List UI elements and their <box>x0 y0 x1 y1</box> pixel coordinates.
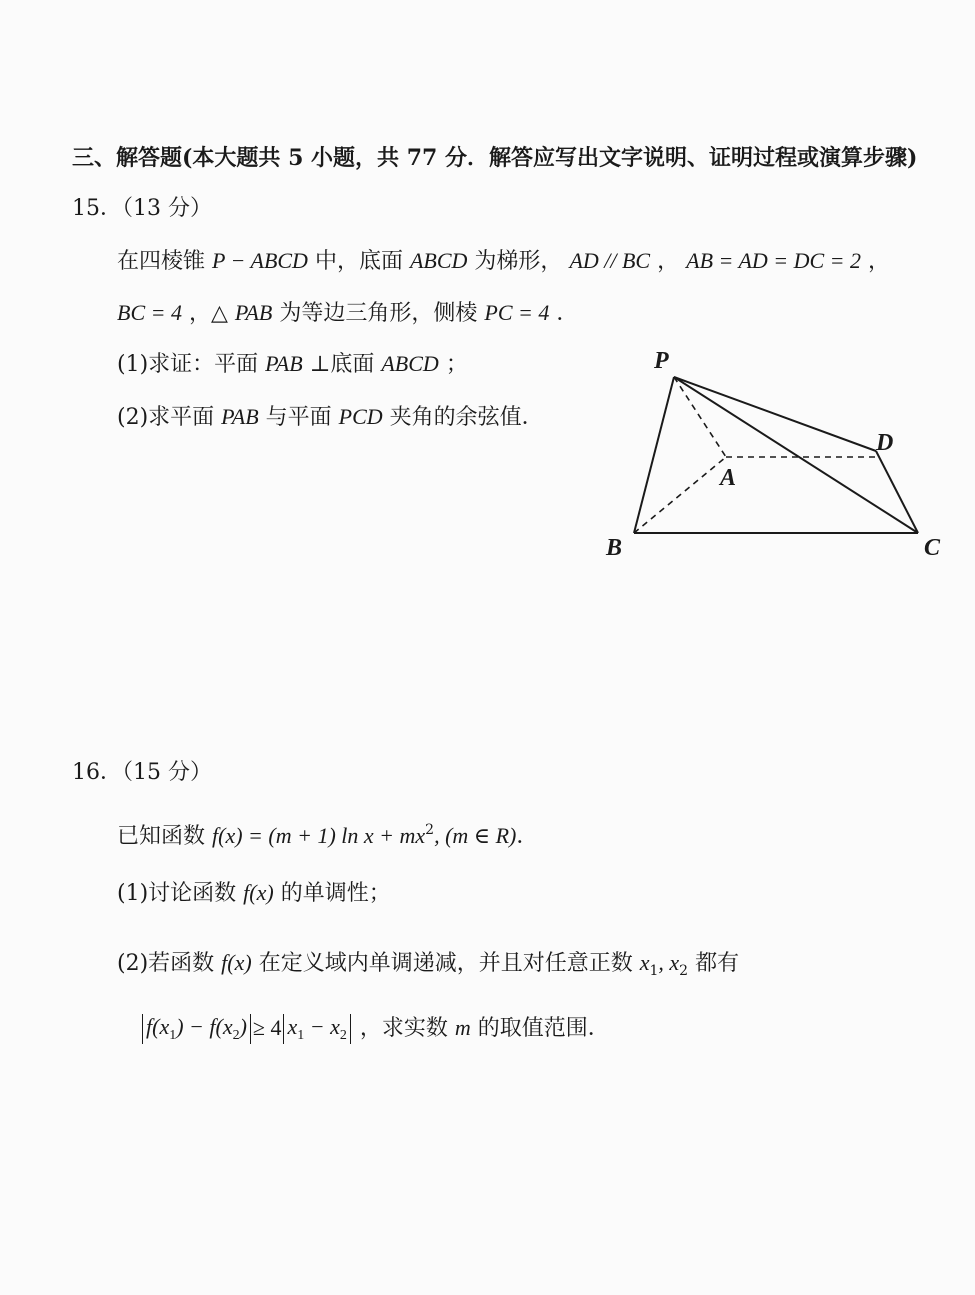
ineq-subscript: 1 <box>169 1028 177 1043</box>
abs-difference-f <box>142 1014 251 1044</box>
q16-text: 的单调性； <box>280 881 391 906</box>
q15-text: 在四棱锥 <box>117 249 206 274</box>
q16-domain: , (m ∈ R) <box>434 823 517 848</box>
q16-text: 的取值范围． <box>477 1016 610 1041</box>
q15-part1 <box>117 349 468 380</box>
abs-difference-x <box>283 1014 350 1044</box>
q16-exponent: 2 <box>425 822 435 838</box>
edge-pb <box>634 377 674 533</box>
ineq-part: x <box>287 1014 298 1039</box>
ineq-part: ) <box>239 1014 247 1039</box>
vertex-label-b: B <box>606 535 623 561</box>
q16-function: f(x) = (m + 1) ln x + mx <box>212 823 426 848</box>
q16-math: , x <box>658 950 680 975</box>
q16-text: (2)若函数 <box>117 951 215 976</box>
q16-text: 都有 <box>695 951 740 976</box>
q15-text: ， <box>868 249 891 274</box>
q16-subscript: 1 <box>649 963 659 979</box>
section-title: 三、解答题(本大题共 5 小题，共 77 分．解答应写出文字说明、证明过程或演算步骤) <box>72 145 918 171</box>
ineq-part: f(x <box>146 1014 170 1039</box>
q16-text: ． <box>516 824 539 849</box>
q15-text: ； <box>445 352 468 377</box>
pyramid-figure <box>590 335 960 575</box>
edge-pa <box>674 377 726 457</box>
q15-text: 与平面 <box>265 405 332 430</box>
q15-statement-line1 <box>117 246 890 277</box>
vertex-label-p: P <box>654 348 669 374</box>
q16-statement <box>117 815 538 852</box>
q15-text: 中，底面 <box>314 249 403 274</box>
q15-math: BC = 4 <box>117 300 182 325</box>
q16-text: 已知函数 <box>117 824 206 849</box>
edge-ba <box>634 457 726 533</box>
q16-text: (1)讨论函数 <box>117 881 237 906</box>
q15-text: 夹角的余弦值． <box>389 405 544 430</box>
q15-part2 <box>117 402 544 433</box>
q15-math: ABCD <box>381 351 439 376</box>
q16-math: x <box>639 950 650 975</box>
edge-pd <box>674 377 876 451</box>
vertex-label-a: A <box>720 465 737 491</box>
q15-text: ，△ <box>188 301 228 326</box>
vertex-label-d: D <box>876 430 894 456</box>
q15-text: ． <box>556 301 579 326</box>
q15-text: ⊥底面 <box>309 352 375 377</box>
q16-inequality <box>140 1013 610 1044</box>
q15-math: ABCD <box>409 248 468 273</box>
q16-math: f(x) <box>221 950 252 975</box>
q15-math: P − ABCD <box>212 248 308 273</box>
q15-text: ， <box>657 249 680 274</box>
ineq-subscript: 2 <box>339 1028 347 1043</box>
ineq-part: − x <box>304 1014 340 1039</box>
q15-statement-line2 <box>117 298 578 329</box>
q16-text: ，求实数 <box>359 1016 448 1041</box>
q16-part2 <box>117 948 739 986</box>
q15-math: PAB <box>234 300 273 325</box>
q16-subscript: 2 <box>679 963 689 979</box>
q15-text: 为梯形， <box>474 249 563 274</box>
ineq-part: ) − f(x <box>176 1014 233 1039</box>
q15-header: 15．（13 分） <box>72 196 212 221</box>
ineq-ge: ≥ 4 <box>252 1015 282 1040</box>
vertex-label-c: C <box>924 535 941 561</box>
q16-math: m <box>454 1015 471 1040</box>
q15-math: AD // BC <box>569 248 651 273</box>
ineq-subscript: 1 <box>297 1028 305 1043</box>
q15-text: (1)求证：平面 <box>117 352 259 377</box>
q15-math: AB = AD = DC = 2 <box>686 248 862 273</box>
q16-part1 <box>117 878 391 909</box>
q15-text: (2)求平面 <box>117 405 215 430</box>
q15-math: PC = 4 <box>484 300 550 325</box>
q16-header: 16．（15 分） <box>72 760 212 785</box>
q15-math: PAB <box>265 351 303 376</box>
q15-math: PCD <box>338 404 383 429</box>
q15-text: 为等边三角形，侧棱 <box>279 301 478 326</box>
q15-math: PAB <box>221 404 259 429</box>
q16-math: f(x) <box>243 880 274 905</box>
q16-text: 在定义域内单调递减，并且对任意正数 <box>258 951 633 976</box>
ineq-subscript: 2 <box>232 1028 240 1043</box>
